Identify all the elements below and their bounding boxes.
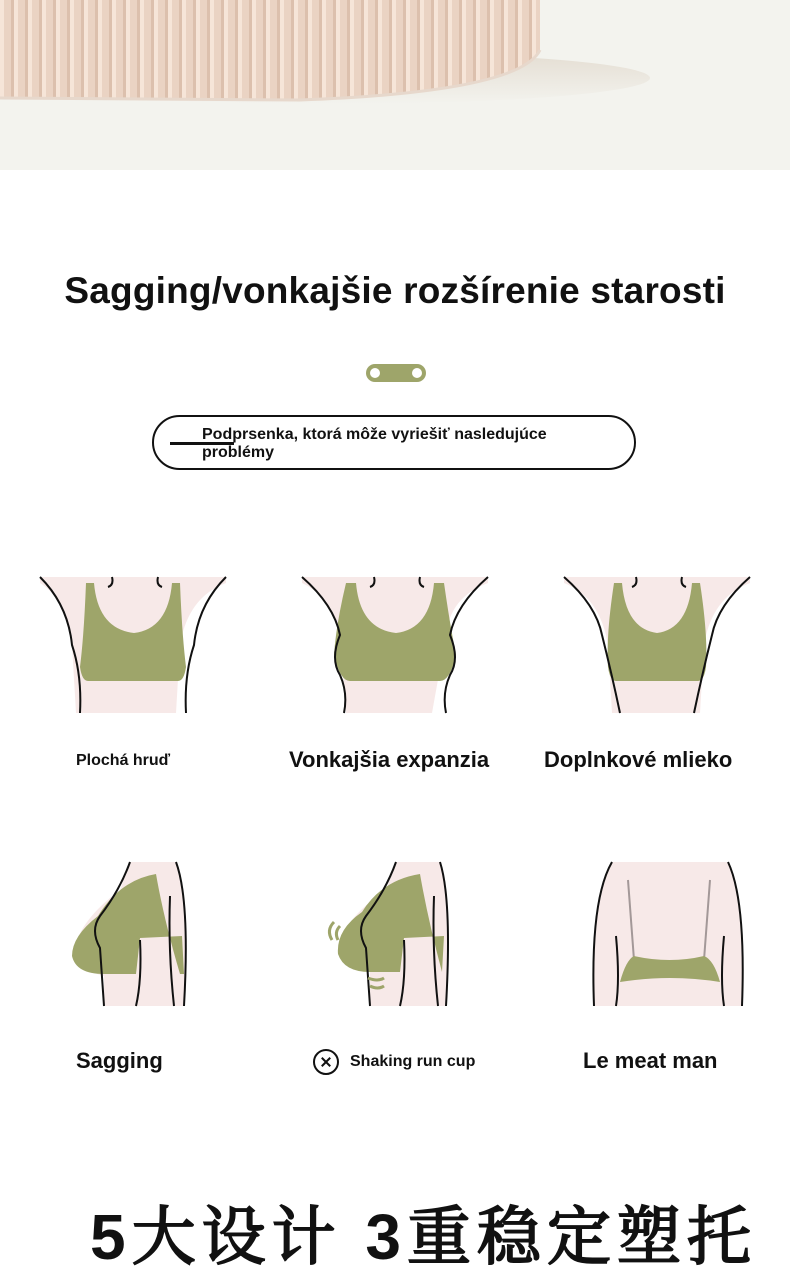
indicator-dot [370,368,380,378]
outward-expansion-illustration [300,575,490,715]
accessory-breast-illustration [562,575,752,715]
problem-label: Plochá hruď [76,752,171,769]
problem-label: Shaking run cup [350,1053,476,1070]
problem-label: Doplnkové mlieko [544,747,733,772]
flat-chest-illustration [38,575,228,715]
slide-indicator [366,364,426,382]
problem-label: Vonkajšia expanzia [289,747,490,772]
problem-label: Le meat man [583,1048,718,1073]
page-title: Sagging/vonkajšie rozšírenie starosti [64,270,726,311]
problem-label: Sagging [76,1048,163,1073]
indicator-dot [412,368,422,378]
sagging-illustration [60,860,200,1010]
back-fat-illustration [590,860,750,1010]
shaking-cup-illustration [322,860,462,1010]
close-circle-icon [313,1049,339,1075]
product-photo-band [0,0,790,170]
product-pedestal-image [0,0,790,170]
section-heading-next: 5大设计 3重稳定塑托 [90,1201,757,1273]
subtitle-pill [152,415,636,470]
subtitle-text: Podprsenka, ktorá môže vyriešiť nasledujúce problémy [202,426,547,461]
